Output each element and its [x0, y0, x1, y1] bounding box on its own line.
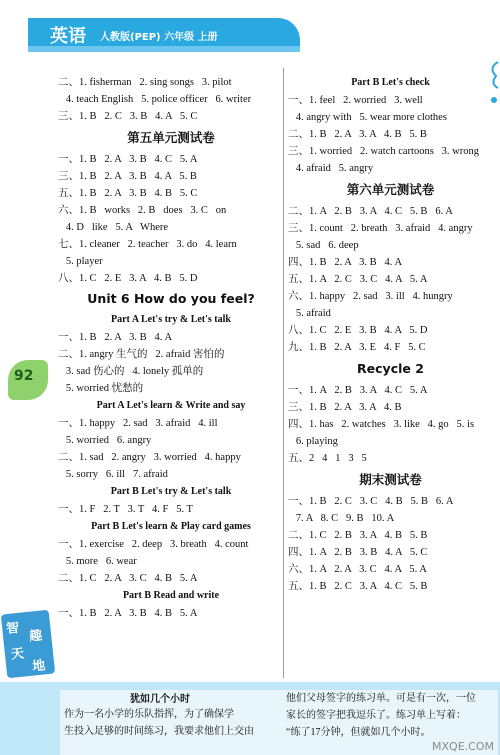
answer-line: 4. afraid 5. angry — [288, 163, 374, 174]
answer-line: 八、1. C 2. E 3. A 4. B 5. D — [58, 273, 198, 284]
story-line: 家长的签字把我逗乐了。练习单上写着： — [286, 710, 466, 721]
answer-line: 5. worried 6. angry — [58, 435, 152, 446]
answer-line: 二、1. C 2. B 3. A 4. B 5. B — [288, 530, 428, 541]
answer-column-left — [58, 74, 284, 622]
answer-line: 二、1. sad 2. angry 3. worried 4. happy — [58, 452, 241, 463]
answer-line: 四、1. has 2. watches 3. like 4. go 5. is — [288, 419, 475, 430]
answer-line: 六、1. A 2. A 3. C 4. A 5. A — [288, 564, 427, 575]
answer-line: 三、1. worried 2. watch cartoons 3. wrong — [288, 146, 479, 157]
answer-line: 一、1. happy 2. sad 3. afraid 4. ill — [58, 418, 218, 429]
watermark: MXQE.COM — [432, 740, 494, 753]
badge-char-2: 趣 — [28, 628, 44, 645]
answer-line: 3. sad 伤心的 4. lonely 孤单的 — [58, 366, 204, 377]
answer-line: 四、1. A 2. B 3. B 4. A 5. C — [288, 547, 428, 558]
title-heading: 第五单元测试卷 — [127, 130, 215, 145]
answer-line: 一、1. B 2. C 3. C 4. B 5. B 6. A — [288, 496, 454, 507]
story-text-left — [64, 706, 282, 740]
answer-line: 5. player — [58, 256, 103, 267]
answer-line: 5. sorry 6. ill 7. afraid — [58, 469, 168, 480]
answer-line: 5. afraid — [288, 308, 331, 319]
badge-char-4: 地 — [31, 658, 47, 675]
answer-line: 三、1. B 2. C 3. B 4. A 5. C — [58, 111, 198, 122]
answer-line: 一、1. exercise 2. deep 3. breath 4. count — [58, 539, 249, 550]
story-title: 犹如几个小时 — [130, 694, 190, 705]
answer-column-right — [288, 74, 493, 595]
answer-line: 4. angry with 5. wear more clothes — [288, 112, 447, 123]
part-heading: Part A Let's learn & Write and say — [96, 400, 246, 411]
page-number: 92 — [14, 368, 34, 384]
answer-line: 一、1. F 2. T 3. T 4. F 5. T — [58, 504, 193, 515]
title-heading: Recycle 2 — [357, 361, 424, 376]
answer-line: 一、1. feel 2. worried 3. well — [288, 95, 423, 106]
unit-heading: Unit 6 How do you feel? — [87, 291, 255, 306]
answer-line: 五、1. B 2. C 3. A 4. C 5. B — [288, 581, 428, 592]
story-line: 作为一名小学的乐队指挥，为了确保学 — [64, 709, 234, 720]
header-series: 人教版(PEP) 六年级 上册 — [100, 32, 218, 43]
story-line: “练了17分钟，但就如几个小时。 — [286, 727, 431, 738]
answer-line: 5. worried 忧愁的 — [58, 383, 144, 394]
answer-line: 六、1. happy 2. sad 3. ill 4. hungry — [288, 291, 453, 302]
answer-line: 一、1. A 2. B 3. A 4. C 5. A — [288, 385, 428, 396]
answer-line: 八、1. C 2. E 3. B 4. A 5. D — [288, 325, 428, 336]
title-heading: 第六单元测试卷 — [346, 182, 435, 197]
answer-line: 7. A 8. C 9. B 10. A — [288, 513, 395, 524]
answer-line: 六、1. B works 2. B does 3. C on — [58, 205, 227, 216]
header-subject: 英语 — [50, 26, 86, 47]
part-heading: Part B Let's check — [351, 77, 430, 88]
answer-line: 二、1. angry 生气的 2. afraid 害怕的 — [58, 349, 225, 360]
story-line: 生投入足够的时间练习，我要求他们上交由 — [64, 726, 254, 737]
answer-line: 四、1. B 2. A 3. B 4. A — [288, 257, 403, 268]
answer-line: 九、1. B 2. A 3. E 4. F 5. C — [288, 342, 426, 353]
answer-line: 一、1. B 2. A 3. B 4. A — [58, 332, 173, 343]
title-heading: 期末测试卷 — [359, 472, 422, 487]
answer-line: 五、1. B 2. A 3. B 4. B 5. C — [58, 188, 198, 199]
answer-line: 5. more 6. wear — [58, 556, 137, 567]
part-heading: Part B Let's try & Let's talk — [110, 486, 232, 497]
answer-line: 二、1. A 2. B 3. A 4. C 5. B 6. A — [288, 206, 453, 217]
answer-line: 一、1. B 2. A 3. B 4. C 5. A — [58, 154, 198, 165]
answer-line: 一、1. B 2. A 3. B 4. B 5. A — [58, 608, 198, 619]
badge-char-1: 智 — [5, 620, 21, 638]
story-text-right — [286, 690, 496, 741]
fun-corner-badge — [1, 610, 55, 679]
answer-line: 五、1. A 2. C 3. C 4. A 5. A — [288, 274, 428, 285]
answer-line: 三、1. B 2. A 3. A 4. B — [288, 402, 402, 413]
page-header — [0, 0, 500, 52]
answer-line: 七、1. cleaner 2. teacher 3. do 4. learn — [58, 239, 237, 250]
part-heading: Part B Read and write — [122, 590, 220, 601]
badge-char-3: 天 — [10, 646, 25, 663]
answer-line: 6. playing — [288, 436, 338, 447]
answer-line: 二、1. C 2. A 3. C 4. B 5. A — [58, 573, 198, 584]
part-heading: Part A Let's try & Let's talk — [111, 314, 231, 325]
answer-line: 4. D like 5. A Where — [58, 222, 169, 233]
part-heading: Part B Let's learn & Play card games — [91, 521, 251, 532]
story-line: 他们父母签字的练习单。可是有一次，一位 — [286, 693, 476, 704]
answer-line: 二、1. B 2. A 3. A 4. B 5. B — [288, 129, 427, 140]
answer-line: 五、2 4 1 3 5 — [288, 453, 367, 464]
answer-line: 4. teach English 5. police officer 6. writer — [58, 94, 252, 105]
answer-line: 三、1. count 2. breath 3. afraid 4. angry — [288, 223, 473, 234]
answer-line: 二、1. fisherman 2. sing songs 3. pilot — [58, 77, 232, 88]
answer-line: 三、1. B 2. A 3. B 4. A 5. B — [58, 171, 197, 182]
answer-line: 5. sad 6. deep — [288, 240, 359, 251]
